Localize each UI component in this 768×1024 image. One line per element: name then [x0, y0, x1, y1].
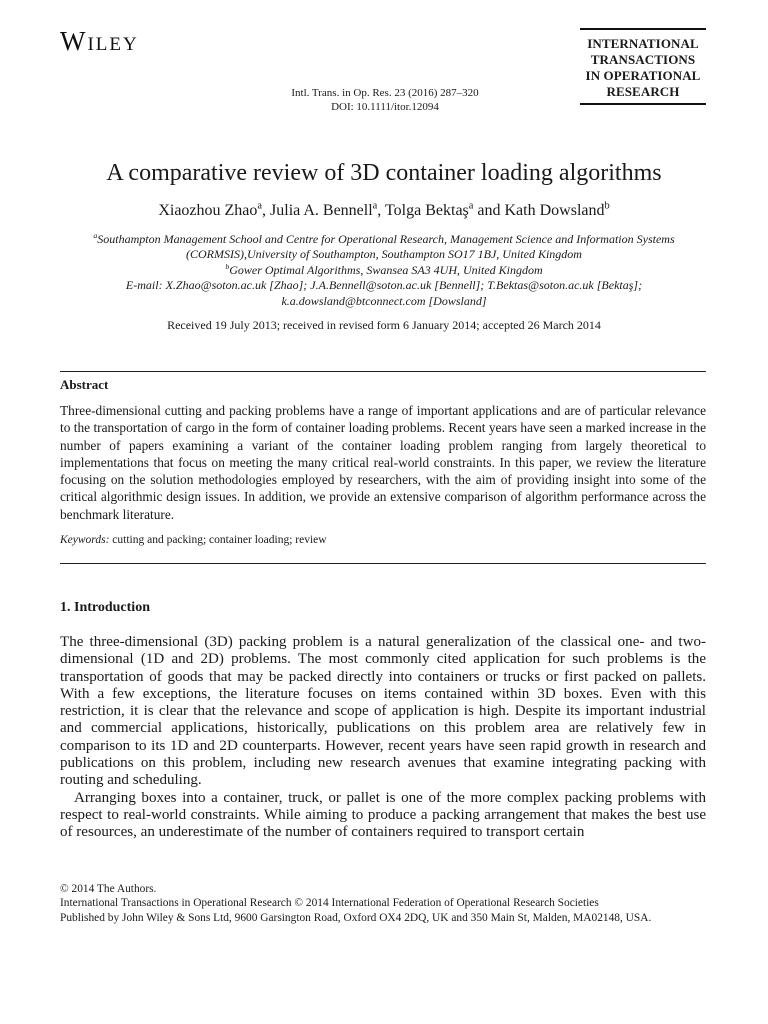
affiliation-mark: a	[93, 231, 98, 240]
affiliation-a	[60, 232, 708, 247]
introduction-text	[60, 634, 706, 842]
author-name: Tolga Bektaş	[385, 202, 469, 219]
author-separator: ,	[262, 202, 271, 219]
divider-bottom	[60, 563, 706, 564]
affiliations	[60, 232, 708, 309]
divider-top	[60, 371, 706, 372]
journal-name-line: IN OPERATIONAL	[585, 68, 701, 83]
author-separator: ,	[377, 202, 386, 219]
author-affiliation-mark: a	[372, 200, 378, 212]
copyright-line: © 2014 The Authors.	[60, 883, 157, 895]
email-line: E-mail: X.Zhao@soton.ac.uk [Zhao]; J.A.Bennell@soton.ac.uk [Bennell]; T.Bektas@soton.ac.uk [Bektaş];	[125, 278, 643, 293]
publisher-logo: Wiley	[60, 26, 139, 56]
paper-title: A comparative review of 3D container loading algorithms	[106, 160, 662, 186]
email-line: k.a.dowsland@btconnect.com [Dowsland]	[281, 293, 487, 308]
author-list	[0, 202, 768, 220]
keywords	[60, 534, 706, 546]
journal-name-line: TRANSACTIONS	[590, 52, 696, 67]
affiliation-mark: b	[225, 261, 230, 271]
affiliation-b	[60, 263, 708, 278]
keywords-value: cutting and packing; container loading; review	[109, 534, 327, 546]
affiliation-b-line: Gower Optimal Algorithms, Swansea SA3 4UH, United Kingdom	[229, 262, 543, 277]
author-affiliation-mark: a	[468, 200, 474, 212]
affiliation-a-line1: Southampton Management School and Centre for Operational Research, Management Science and Information Systems	[97, 232, 675, 246]
journal-name-line: RESEARCH	[606, 84, 680, 99]
citation	[250, 86, 520, 114]
section-heading: 1. Introduction	[60, 600, 150, 615]
author-affiliation-mark: a	[257, 200, 263, 212]
author-affiliation-mark: b	[604, 200, 610, 212]
received-dates: Received 19 July 2013; received in revised form 6 January 2014; accepted 26 March 2014	[167, 318, 601, 332]
abstract-body: Three-dimensional cutting and packing problems have a range of important applications and are of particular relevance to the transportation of cargo in the form of container loading problems. Recent years have seen a marked increase in the number of papers examining a variant of the container loading problem ranging from largely theoretical to implementations that focus on meeting the many critical real-world constraints. In this paper, we review the literature focusing on the solution methodologies employed by researchers, with the aim of providing insight into some of the critical algorithmic design issues. In addition, we provide an extensive comparison of algorithm performance across the benchmark literature.	[60, 403, 706, 522]
journal-name-box	[580, 28, 706, 105]
paragraph: Arranging boxes into a container, truck, or pallet is one of the more complex packing problems with respect to real-world constraints. While aiming to produce a packing arrangement that makes the best use of resources, an underestimate of the number of containers required to transport certain	[60, 789, 706, 841]
author-name: Julia A. Bennell	[270, 202, 373, 219]
author-name: Kath Dowsland	[504, 202, 605, 219]
journal-name-line: INTERNATIONAL	[587, 36, 699, 51]
copyright-footer	[60, 882, 706, 925]
publisher-address: Published by John Wiley & Sons Ltd, 9600 Garsington Road, Oxford OX4 2DQ, UK and 350 Main St, Malden, MA02148, USA.	[60, 911, 652, 924]
paragraph: The three-dimensional (3D) packing problem is a natural generalization of the classical one- and two-dimensional (1D and 2D) problems. The most commonly cited application for such problems is the transportation of goods that may be packed directly into containers or trucks or first packed on pallets. With a few exceptions, the literature focuses on items contained within 3D boxes. Even with this restriction, it is clear that the relevance and scope of application is high. Despite its important industrial and commercial applications, historically, publications on this problem area are relatively few in comparison to its 1D and 2D counterparts. However, recent years have seen rapid growth in research and publications on this problem, including new research avenues that examine integrating packing with routing and scheduling.	[60, 634, 706, 789]
author-separator: and	[473, 202, 505, 219]
citation-doi: DOI: 10.1111/itor.12094	[331, 101, 439, 113]
affiliation-a-line2: (CORMSIS),University of Southampton, Southampton SO17 1BJ, United Kingdom	[186, 247, 582, 262]
abstract-heading: Abstract	[60, 377, 109, 392]
author-name: Xiaozhou Zhao	[158, 202, 258, 219]
copyright-line: International Transactions in Operational Research © 2014 International Federation of Operational Research Societies	[60, 897, 599, 910]
citation-volume: Intl. Trans. in Op. Res. 23 (2016) 287–320	[291, 87, 479, 99]
keywords-label: Keywords:	[60, 534, 110, 546]
